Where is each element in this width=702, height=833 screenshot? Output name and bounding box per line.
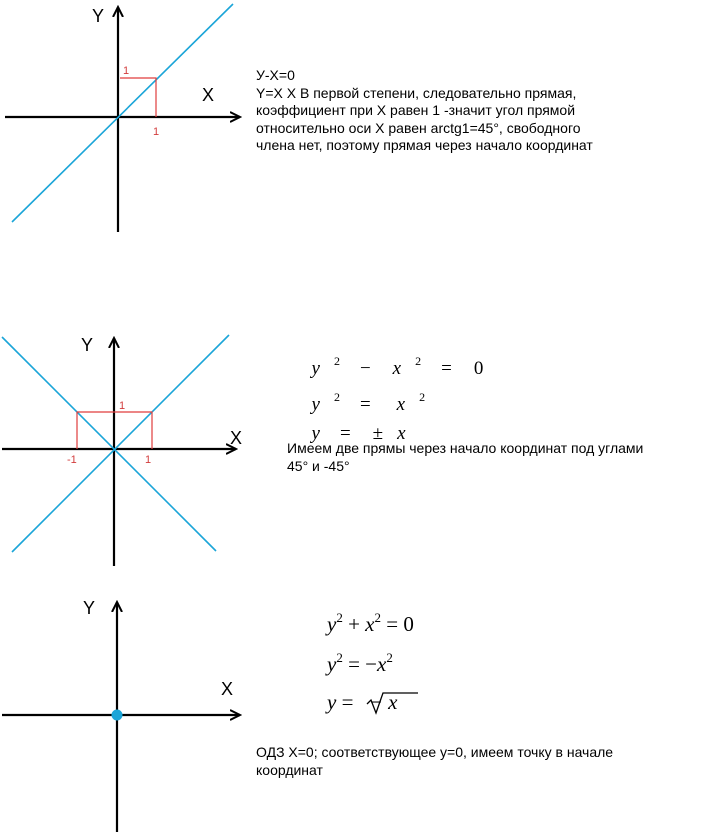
eq-op: − [365,652,378,676]
eq-exp: 2 [415,354,422,368]
eq-var: y [311,358,320,379]
graph-2-x-label: X [230,428,243,448]
graph-1-tick-x: 1 [153,126,160,138]
eq-var: x [377,652,387,676]
graph-3-equation-1 [327,610,414,637]
graph-3-text-line: координат [256,761,323,778]
eq-var: y [311,423,320,444]
graph-1-x-label: X [202,85,215,105]
graph-2-description [287,440,697,475]
graph-3-text-line: ОДЗ Х=0; соответствующее у=0, имеем точку в начале [256,744,614,760]
eq-op: = [441,358,452,379]
graph-1-tick-y: 1 [123,65,130,77]
eq-exp: 2 [333,354,340,368]
graph-3-x-label: X [221,679,234,699]
eq-var: y [311,394,320,415]
eq-radicand: − x [368,690,398,714]
graph-1 [5,4,240,232]
eq-var: y [327,652,337,676]
eq-var: x [365,612,375,636]
graph-1-y-label: Y [92,6,105,26]
graph-1-text-line: члена нет, поэтому прямая через начало координат [256,137,593,153]
graph-2-line-y-eq-x [12,335,229,552]
eq-rhs: 0 [403,612,414,636]
graph-3-y-label: Y [83,598,96,618]
graph-1-text-line: относительно оси Х равен arctg1=45°, свободного [256,119,581,136]
eq-var: x [392,358,402,379]
graph-2-text-line: 45° и -45° [287,457,350,474]
eq-exp: 2 [419,390,426,404]
graph-1-text-line: У-Х=0 [256,67,295,83]
eq-op: = [348,652,360,676]
graph-1-description [256,67,696,155]
graph-2-text-line: Имеем две прямы через начало координат под углами [287,440,644,456]
eq-op: = [341,690,354,714]
graph-2-tick-top: 1 [119,400,126,412]
graph-2 [2,335,242,566]
eq-var: y [327,690,337,714]
graph-2-tick-right: 1 [145,454,152,466]
graph-2-y-label: Y [81,335,94,355]
graph-3-equation-3 [327,690,397,715]
eq-rhs: 0 [473,358,484,379]
eq-exp: 2 [386,650,393,665]
graph-2-line-y-eq-neg-x [2,337,216,551]
graph-2-equation-3 [302,401,406,445]
graph-2-tick-left: -1 [67,454,77,466]
graph-3-description [256,744,696,779]
graph-1-text-line: Y=X X В первой степени, следовательно прямая, [256,84,577,101]
eq-op: = [359,394,371,415]
eq-op: − [359,358,371,379]
graph-3-origin-point [112,710,123,721]
graph-1-text-line: коэффициент при Х равен 1 -значит угол прямой [256,102,576,118]
eq-var: x [396,394,406,415]
eq-op: = [339,423,351,444]
eq-var: y [327,612,337,636]
graph-3-equation-2 [327,650,393,677]
eq-op: + [348,612,360,636]
eq-exp: 2 [336,650,343,665]
eq-var: x [397,423,406,444]
eq-op: ± [372,423,384,444]
eq-op: = [386,612,399,636]
eq-exp: 2 [336,610,343,625]
eq-exp: 2 [374,610,381,625]
graph-1-line-y-eq-x [12,4,233,222]
eq-exp: 2 [333,390,340,404]
